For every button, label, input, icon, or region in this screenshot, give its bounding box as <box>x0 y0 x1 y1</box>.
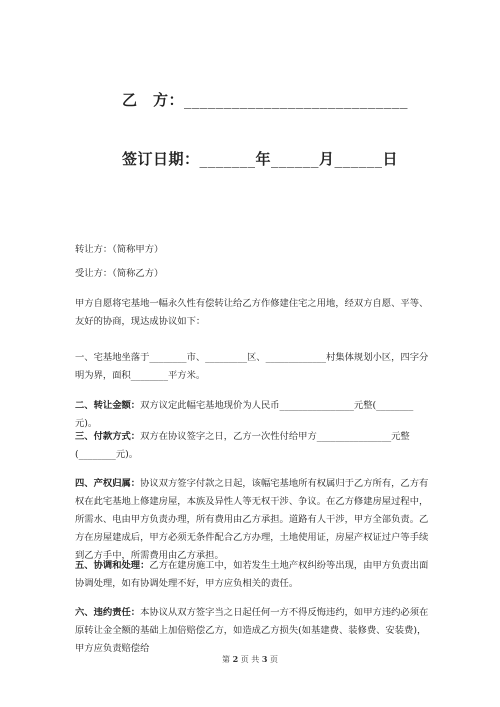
date-month-label: 月 <box>319 150 335 168</box>
clause-2-title: 二、转让金额： <box>75 400 141 411</box>
transferee-line: 受让方：（简称乙方） <box>75 268 164 279</box>
signing-date-label: 签订日期： <box>122 150 200 168</box>
clause-5 <box>75 557 430 593</box>
clause-4-title: 四、产权归属： <box>75 478 141 489</box>
intro-paragraph: 甲方自愿将宅基地一幅永久性有偿转让给乙方作修建住宅之用地，经双方自愿、平等、友好的协商，现达成协议如下： <box>75 298 429 327</box>
party-b-blank: ____________________________ <box>184 91 409 109</box>
clause-3-title: 三、付款方式： <box>75 431 141 442</box>
footer-total-pages: 3 <box>261 654 268 664</box>
clause-4 <box>75 475 430 565</box>
clause-3-text: 双方在协议签字之日，乙方一次性付给甲方________________元整(________元)。 <box>75 431 410 460</box>
footer-page-number: 2 <box>232 654 239 664</box>
party-b-label: 乙 方： <box>122 91 185 109</box>
date-day-blank: ______ <box>334 150 383 168</box>
footer-post: 页 <box>269 655 278 664</box>
clause-6-text: 本协议从双方签字当之日起任何一方不得反悔违约，如甲方违约必须在原转让金全额的基础上加倍赔偿乙方，如造成乙方损失(如基建费、装修费、安装费)，甲方应负责赔偿给 <box>75 607 429 654</box>
clause-4-text: 协议双方签字付款之日起，该幅宅基地所有权属归于乙方所有，乙方有权在此宅基地上修建房屋，本族及异性人等无权干涉、争议。在乙方修建房屋过程中，所需水、电由甲方负责办理，所有费用由乙方承担。道路有人干涉，甲方全部负责。乙方在房屋建成后，甲方必须无条件配合乙方办理，土地使用证，房屋产权证过户等手续到乙方手中，所需费用由乙方承担。 <box>75 478 429 561</box>
date-month-blank: ______ <box>271 150 320 168</box>
date-day-label: 日 <box>382 150 399 168</box>
clause-5-text: 乙方在建房施工中，如若发生土地产权纠纷等出现，由甲方负责出面协调处理，如有协调处理不好，甲方应负相关的责任。 <box>75 560 429 589</box>
clause-2-text: 双方议定此幅宅基地现价为人民币________________元整(________元)。 <box>75 400 414 429</box>
signing-date-line <box>122 148 398 169</box>
footer-mid: 页 共 <box>240 655 260 664</box>
clause-1: 一、宅基地坐落于________市、_________区、_____________村集体规划小区，四字分明为界，面积________平方米。 <box>75 352 429 381</box>
clause-5-title: 五、协调和处理： <box>75 560 150 571</box>
party-b-line <box>122 89 408 110</box>
transferor-line: 转让方：（简称甲方） <box>75 244 164 255</box>
footer-pre: 第 <box>222 655 231 664</box>
clause-6-title: 六、违约责任： <box>75 607 141 618</box>
clause-3 <box>75 428 430 464</box>
page-footer <box>0 654 500 665</box>
date-year-blank: _______ <box>199 150 256 168</box>
clause-6 <box>75 604 430 654</box>
date-year-label: 年 <box>255 150 272 168</box>
